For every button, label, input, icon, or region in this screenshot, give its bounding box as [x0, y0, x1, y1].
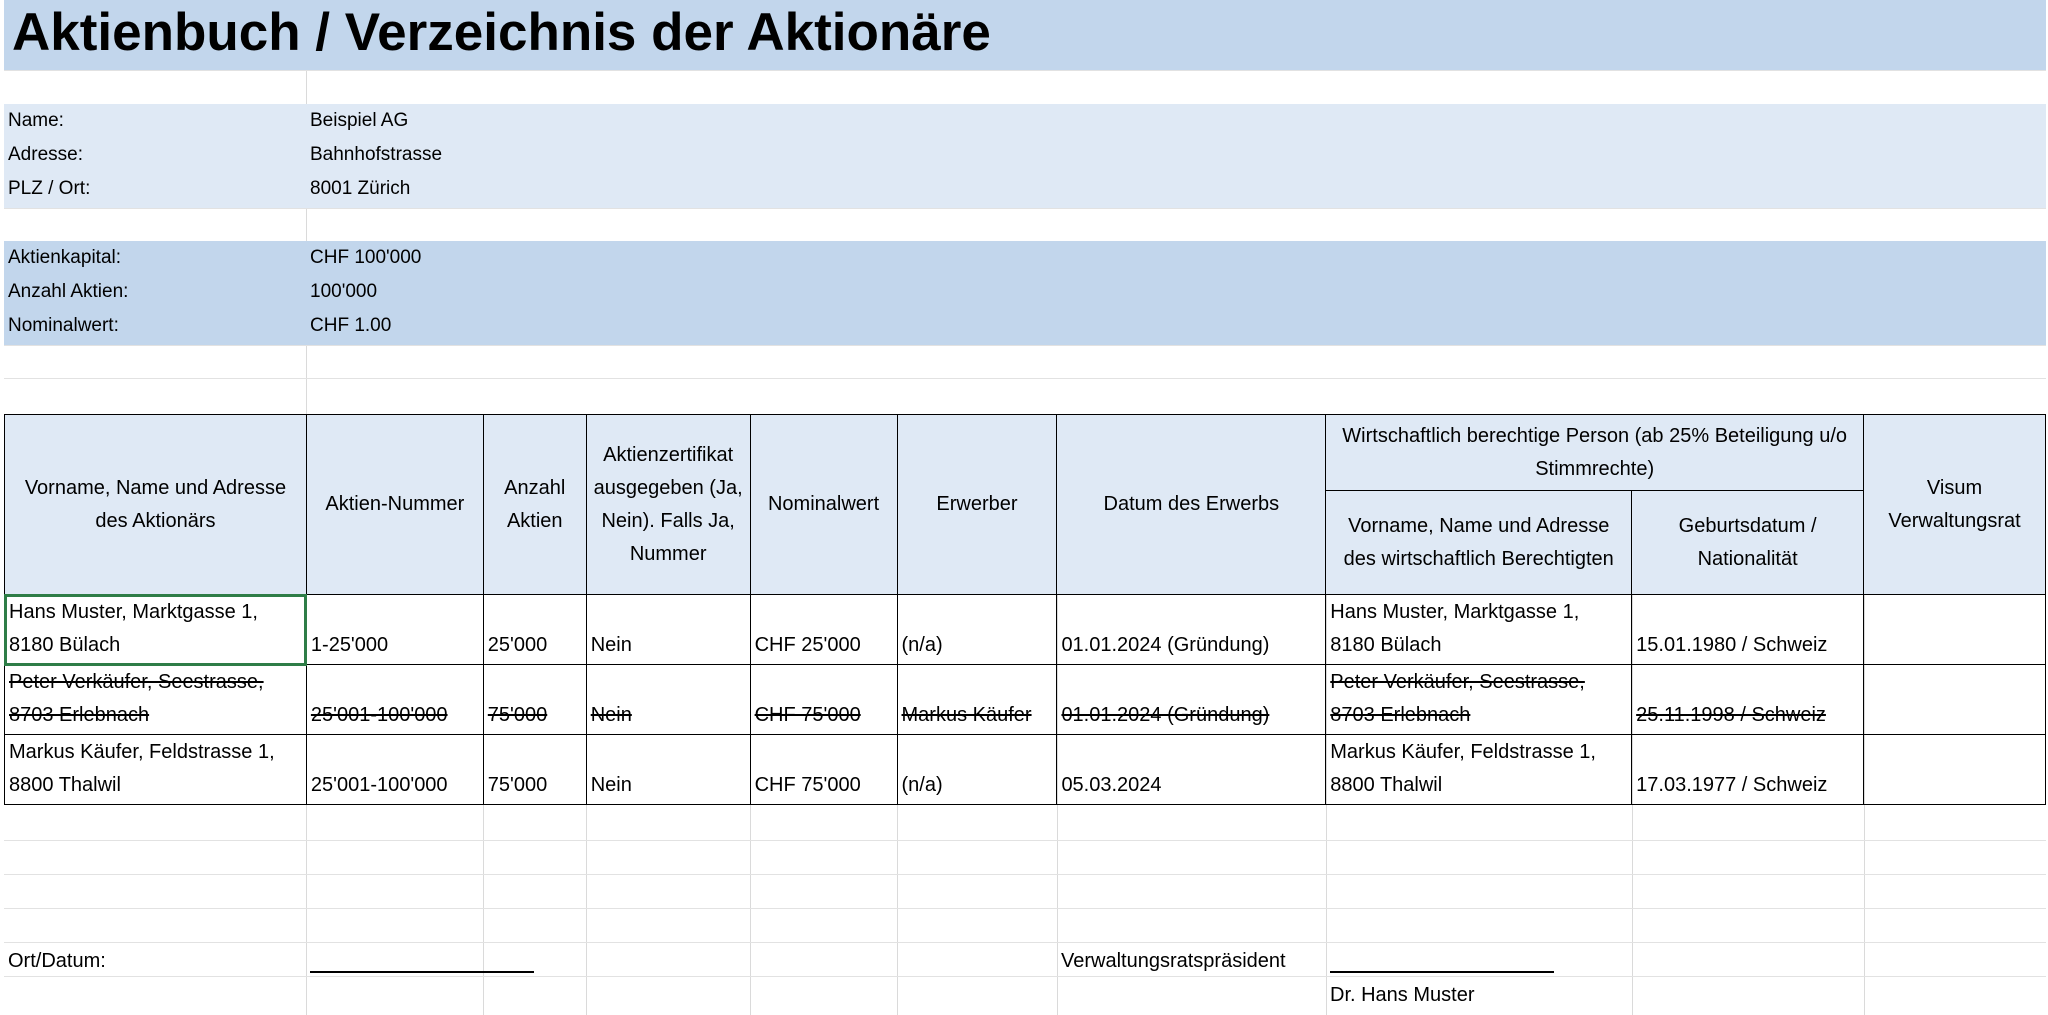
- nominal-value-label[interactable]: Nominalwert:: [8, 315, 119, 336]
- table-header-row: [5, 415, 2046, 491]
- cell-acquisition-date[interactable]: 01.01.2024 (Gründung): [1057, 665, 1326, 735]
- cell-board-visa[interactable]: [1864, 665, 2046, 735]
- table-row: [5, 665, 2046, 735]
- header-share-number[interactable]: Aktien-Nummer: [306, 415, 483, 595]
- president-signature-line: [1330, 971, 1554, 973]
- cell-share-count[interactable]: 75'000: [483, 735, 586, 805]
- cell-acquisition-date[interactable]: 01.01.2024 (Gründung): [1057, 595, 1326, 665]
- cell-birthdate-nationality[interactable]: 17.03.1977 / Schweiz: [1632, 735, 1864, 805]
- company-city-value[interactable]: 8001 Zürich: [310, 178, 411, 199]
- share-capital-label[interactable]: Aktienkapital:: [8, 247, 122, 268]
- cell-shareholder[interactable]: Peter Verkäufer, Seestrasse, 8703 Erlebnach: [5, 665, 307, 735]
- table-row: [5, 595, 2046, 665]
- cell-certificate[interactable]: Nein: [586, 665, 750, 735]
- grid-line: [4, 874, 2046, 875]
- page-title[interactable]: Aktienbuch / Verzeichnis der Aktionäre: [12, 3, 991, 62]
- header-shareholder[interactable]: Vorname, Name und Adresse des Aktionärs: [5, 415, 307, 595]
- company-city-label[interactable]: PLZ / Ort:: [8, 178, 91, 199]
- header-share-count[interactable]: Anzahl Aktien: [483, 415, 586, 595]
- capital-info-block: [4, 241, 2046, 345]
- grid-line: [4, 378, 2046, 379]
- cell-certificate[interactable]: Nein: [586, 735, 750, 805]
- cell-acquisition-date[interactable]: 05.03.2024: [1057, 735, 1326, 805]
- cell-share-number[interactable]: 1-25'000: [306, 595, 483, 665]
- header-beneficial-owner-name[interactable]: Vorname, Name und Adresse des wirtschaftlich Berechtigten: [1326, 491, 1632, 595]
- grid-line: [4, 942, 2046, 943]
- cell-board-visa[interactable]: [1864, 595, 2046, 665]
- share-capital-value[interactable]: CHF 100'000: [310, 247, 422, 268]
- header-certificate[interactable]: Aktienzertifikat ausgegeben (Ja, Nein). Falls Ja, Nummer: [586, 415, 750, 595]
- cell-board-visa[interactable]: [1864, 735, 2046, 805]
- grid-line: [4, 345, 2046, 346]
- cell-nominal[interactable]: CHF 75'000: [750, 665, 897, 735]
- grid-line: [4, 840, 2046, 841]
- header-acquirer[interactable]: Erwerber: [897, 415, 1057, 595]
- header-acquisition-date[interactable]: Datum des Erwerbs: [1057, 415, 1326, 595]
- cell-beneficial-owner[interactable]: Hans Muster, Marktgasse 1, 8180 Bülach: [1326, 595, 1632, 665]
- grid-line: [4, 976, 2046, 977]
- board-president-label[interactable]: Verwaltungsratspräsident: [1061, 950, 1286, 972]
- header-birthdate-nationality[interactable]: Geburtsdatum / Nationalität: [1632, 491, 1864, 595]
- cell-shareholder[interactable]: Markus Käufer, Feldstrasse 1, 8800 Thalwil: [5, 735, 307, 805]
- cell-acquirer[interactable]: Markus Käufer: [897, 665, 1057, 735]
- cell-beneficial-owner[interactable]: Markus Käufer, Feldstrasse 1, 8800 Thalwil: [1326, 735, 1632, 805]
- cell-birthdate-nationality[interactable]: 15.01.1980 / Schweiz: [1632, 595, 1864, 665]
- cell-birthdate-nationality[interactable]: 25.11.1998 / Schweiz: [1632, 665, 1864, 735]
- cell-shareholder[interactable]: Hans Muster, Marktgasse 1, 8180 Bülach: [5, 595, 307, 665]
- header-board-visa[interactable]: Visum Verwaltungsrat: [1864, 415, 2046, 595]
- cell-beneficial-owner[interactable]: Peter Verkäufer, Seestrasse, 8703 Erlebnach: [1326, 665, 1632, 735]
- place-date-label[interactable]: Ort/Datum:: [8, 950, 106, 972]
- cell-share-count[interactable]: 25'000: [483, 595, 586, 665]
- company-address-value[interactable]: Bahnhofstrasse: [310, 144, 443, 165]
- cell-nominal[interactable]: CHF 75'000: [750, 735, 897, 805]
- spreadsheet: [4, 0, 2046, 1015]
- title-band[interactable]: [4, 0, 2046, 70]
- cell-share-count[interactable]: 75'000: [483, 665, 586, 735]
- grid-line: [4, 70, 2046, 71]
- shareholder-register-table: [4, 414, 2046, 805]
- cell-certificate[interactable]: Nein: [586, 595, 750, 665]
- grid-line: [4, 908, 2046, 909]
- grid-line: [4, 208, 2046, 209]
- nominal-value-value[interactable]: CHF 1.00: [310, 315, 392, 336]
- header-beneficial-owner-group[interactable]: Wirtschaftlich berechtige Person (ab 25% Beteiligung u/o Stimmrechte): [1326, 415, 1864, 491]
- header-nominal[interactable]: Nominalwert: [750, 415, 897, 595]
- share-count-label[interactable]: Anzahl Aktien:: [8, 281, 129, 302]
- company-info-block: [4, 104, 2046, 208]
- cell-share-number[interactable]: 25'001-100'000: [306, 735, 483, 805]
- company-name-label[interactable]: Name:: [8, 110, 64, 131]
- board-president-name[interactable]: Dr. Hans Muster: [1330, 984, 1475, 1006]
- cell-acquirer[interactable]: (n/a): [897, 735, 1057, 805]
- table-row: [5, 735, 2046, 805]
- company-address-label[interactable]: Adresse:: [8, 144, 83, 165]
- cell-share-number[interactable]: 25'001-100'000: [306, 665, 483, 735]
- cell-acquirer[interactable]: (n/a): [897, 595, 1057, 665]
- company-name-value[interactable]: Beispiel AG: [310, 110, 409, 131]
- cell-nominal[interactable]: CHF 25'000: [750, 595, 897, 665]
- share-count-value[interactable]: 100'000: [310, 281, 378, 302]
- place-date-signature-line: [310, 971, 534, 973]
